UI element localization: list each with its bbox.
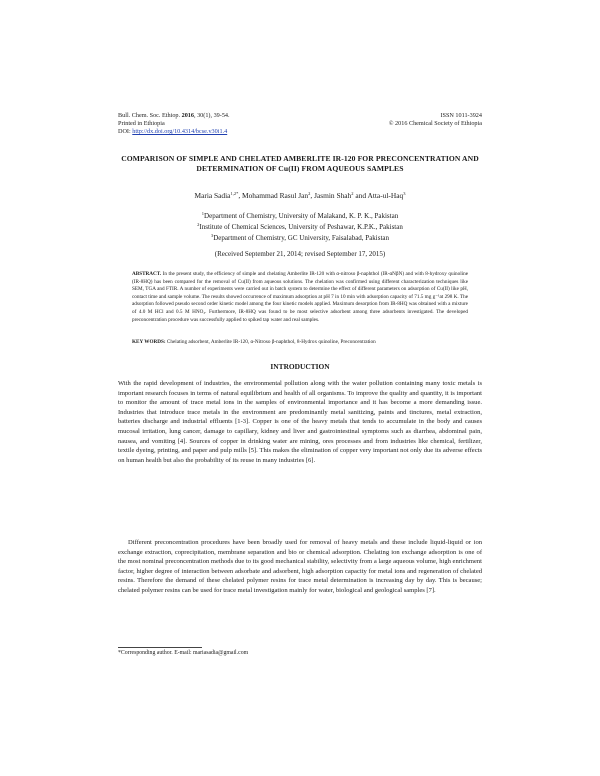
abstract-text: In the present study, the efficiency of simple and chelating Amberlite IR-120 with α-nitroso β-naphthol (IR-αNβN) and with 8-hydroxy quinoline (IR-8HQ) has been compared for the removal of Cu(II) from aqueous solutions. The chelation was confirmed using different characterization techniques like SEM, TGA and FTIR. A number of experiments were carried out in batch system to determine the effect of different parameters on adsorption of Cu(II) like pH, contact time and sample volume. The results showed occurrence of maximum adsorption at pH 7 in 10 min with adsorption capacity of 71.5 mg g⁻¹at 298 K. The adsorption followed pseudo second order kinetic model among the four kinetic models applied. Maximum desorption from IR-8HQ was obtained with a mixture of 4.0 M HCl and 0.5 M HNO₃. Furthermore, IR-8HQ was found to be most selective adsorbent among three adsorbents investigated. The developed preconcentration procedure was successfully applied to spiked tap water and real samples.	[132, 271, 468, 323]
printed-location: Printed in Ethiopia	[118, 120, 165, 127]
author: Mohammad Rasul Jan$^2$,	[242, 191, 315, 200]
keywords-label: KEY WORDS:	[132, 339, 166, 345]
copyright: © 2016 Chemical Society of Ethiopia	[388, 120, 482, 127]
footnote: *Corresponding author. E-mail: mariasadia@gmail.com	[118, 650, 249, 656]
author: Atta-ul-Haq$^3$	[367, 191, 406, 200]
affiliation: $^2$Institute of Chemical Sciences, University of Peshawar, K.P.K., Pakistan	[197, 222, 403, 231]
affiliation: $^3$Department of Chemistry, GC University, Faisalabad, Pakistan	[210, 233, 390, 242]
keywords-text: Chelating adsorbent, Amberlite IR-120, α-Nitroso β-naphthol, 8-Hydrox quinoline, Preconcentration	[165, 339, 376, 345]
author: Jasmin Shah$^2$ and	[314, 191, 368, 200]
footnote-rule	[118, 647, 202, 648]
paper-title: COMPARISON OF SIMPLE AND CHELATED AMBERLITE IR-120 FOR PRECONCENTRATION AND DETERMINATION OF Cu(II) FROM AQUEOUS SAMPLES	[121, 154, 479, 173]
doi-link[interactable]: http://dx.doi.org/10.4314/bcse.v30i1.4	[132, 128, 228, 135]
author-list	[118, 191, 482, 201]
affiliations	[118, 211, 482, 244]
issn: ISSN 1011-3924	[440, 112, 482, 119]
paragraph: With the rapid development of industries, the environmental pollution along with the water pollution containing many toxic metals is important research focuses in terms of natural equilibrium and health of all organisms. To improve the quality and quantity, it is important to monitor the amount of trace metal ions in the samples of environmental importance and it has become a more demanding issue. Industries that introduce trace metals in the environment are predominantly metal sanitizing, paints and tinctures, metal extraction, batteries discharge and industrial effluents [1-3]. Copper is one of the heavy metals that tends to accumulate in the body and causes mucosal irritation, lung cancer, damage to capillary, kidney and liver and gastrointestinal symptoms such as diarrhea, abdominal pain, nausea, and vomiting [4]. Sources of copper in drinking water are mining, ores processes and from industries like chemical, fertilizer, textile dyeing, printing, and paper and pulp mills [5]. This makes the elimination of copper very important not only due its adverse effects on human health but also the probability of its reuse in many industries [6].	[118, 380, 482, 464]
section-heading: INTRODUCTION	[270, 362, 330, 371]
keywords	[132, 339, 468, 347]
abstract	[132, 271, 468, 324]
paragraph: Different preconcentration procedures have been broadly used for removal of heavy metals and these include liquid-liquid or ion exchange extraction, coprecipitation, membrane separation and bio or chemical adsorption. Chelating ion exchange adsorption is one of the most nominal preconcentration methods due to its good mechanical stability, selectivity from a large aqueous volume, high enrichment factor, higher degree of interaction between adsorbate and adsorbent, high adsorption capacity for metal ions and regeneration of chelated resins. Therefore the demand of these chelated polymer resins for trace metal determination is increasing day by day. This is because; chelated polymer resins can be used for trace metal investigation mainly for water, biological and geological samples [7].	[118, 539, 482, 594]
journal-header-right	[340, 112, 482, 128]
journal-citation: Bull. Chem. Soc. Ethiop. 2016, 30(1), 39-54.	[118, 112, 230, 119]
journal-header	[118, 112, 230, 136]
author: Maria Sadia$^{1,2*}$,	[194, 191, 243, 200]
abstract-label: ABSTRACT.	[132, 271, 162, 277]
doi-line: DOI: http://dx.doi.org/10.4314/bcse.v30i1.4	[118, 128, 228, 135]
affiliation: $^1$Department of Chemistry, University of Malakand, K. P. K., Pakistan	[201, 211, 399, 220]
received-dates: (Received September 21, 2014; revised September 17, 2015)	[214, 250, 386, 258]
